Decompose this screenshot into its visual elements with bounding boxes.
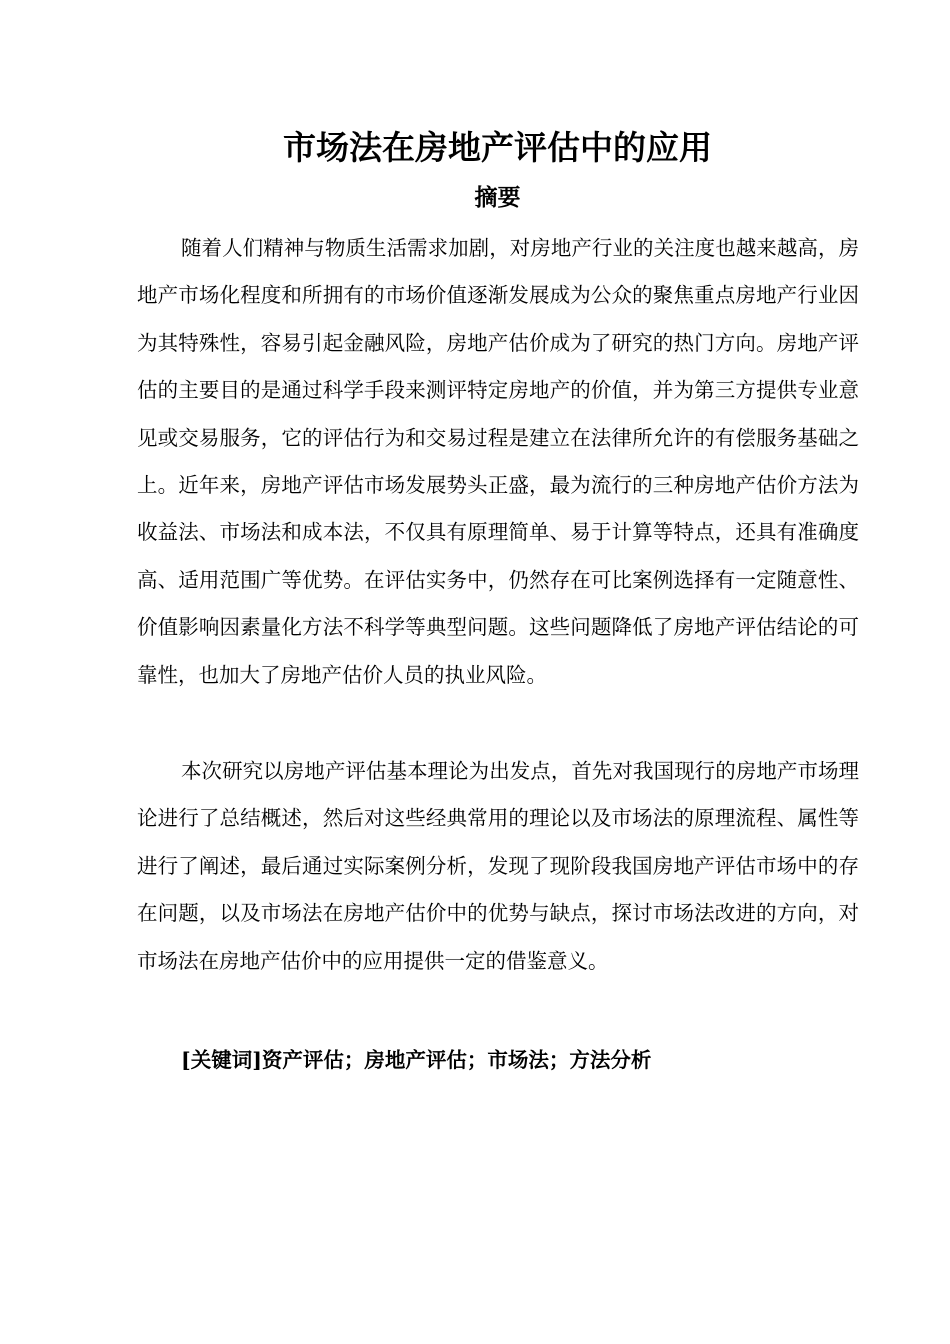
document-title: 市场法在房地产评估中的应用 — [283, 128, 712, 167]
abstract-paragraph-1: 随着人们精神与物质生活需求加剧，对房地产行业的关注度也越来越高，房地产市场化程度和所拥有的市场价值逐渐发展成为公众的聚焦重点房地产行业因为其特殊性，容易引起金融风险，房地产估价成为了研究的热门方向。房地产评估的主要目的是通过科学手段来测评特定房地产的价值，并为第三方提供专业意见或交易服务，它的评估行为和交易过程是建立在法律所允许的有偿服务基础之上。近年来，房地产评估市场发展势头正盛，最为流行的三种房地产估价方法为收益法、市场法和成本法，不仅具有原理简单、易于计算等特点，还具有准确度高、适用范围广等优势。在评估实务中，仍然存在可比案例选择有一定随意性、价值影响因素量化方法不科学等典型问题。这些问题降低了房地产评估结论的可靠性，也加大了房地产估价人员的执业风险。 — [137, 236, 859, 687]
abstract-heading: 摘要 — [474, 184, 521, 211]
keywords-line: [关键词]资产评估；房地产评估；市场法；方法分析 — [181, 1048, 652, 1072]
abstract-paragraph-2: 本次研究以房地产评估基本理论为出发点，首先对我国现行的房地产市场理论进行了总结概述，然后对这些经典常用的理论以及市场法的原理流程、属性等进行了阐述，最后通过实际案例分析，发现了现阶段我国房地产评估市场中的存在问题，以及市场法在房地产估价中的优势与缺点，探讨市场法改进的方向，对市场法在房地产估价中的应用提供一定的借鉴意义。 — [137, 759, 859, 973]
